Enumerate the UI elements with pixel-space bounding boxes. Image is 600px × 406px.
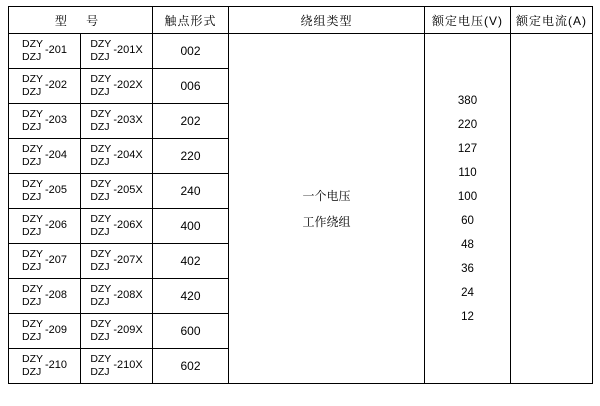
contact-type: 400: [153, 209, 229, 244]
voltage-value: 60: [461, 214, 474, 227]
model-prefix: [90, 318, 113, 344]
model-prefix-bottom: DZJ: [21, 86, 42, 98]
model-prefix: [22, 318, 45, 344]
model-cell-b: [81, 279, 153, 314]
model-prefix-top: DZY: [90, 248, 112, 260]
model-prefix-top: DZY: [21, 213, 43, 225]
model-prefix: [90, 248, 113, 274]
model-prefix-bottom: DZJ: [90, 156, 110, 168]
model-cell-a: [9, 139, 81, 174]
model-cell-a: [9, 69, 81, 104]
model-cell-a: [9, 349, 81, 384]
model-cell-b: [81, 314, 153, 349]
model-prefix-top: DZY: [90, 213, 112, 225]
header-voltage: 额定电压(V): [425, 7, 511, 34]
model-prefix: [90, 213, 113, 239]
model-prefix: [22, 38, 45, 64]
model-prefix: [90, 143, 113, 169]
model-cell-b: [81, 104, 153, 139]
model-prefix-bottom: DZJ: [90, 331, 110, 343]
contact-type: 240: [153, 174, 229, 209]
model-suffix: -209X: [113, 324, 143, 337]
model-suffix: -210: [44, 359, 68, 372]
model-prefix-top: DZY: [90, 353, 112, 365]
contact-type: 006: [153, 69, 229, 104]
contact-type: 002: [153, 34, 229, 69]
model-prefix-top: DZY: [90, 38, 112, 50]
specification-table: [8, 6, 593, 384]
model-prefix-bottom: DZJ: [21, 261, 42, 273]
model-cell-b: [81, 244, 153, 279]
model-prefix-bottom: DZJ: [21, 226, 42, 238]
model-prefix-bottom: DZJ: [90, 366, 110, 378]
model-prefix-bottom: DZJ: [90, 86, 110, 98]
model-prefix-bottom: DZJ: [21, 366, 42, 378]
model-prefix-bottom: DZJ: [90, 296, 110, 308]
model-suffix: -208X: [113, 289, 143, 302]
model-suffix: -203X: [113, 114, 143, 127]
contact-type: 600: [153, 314, 229, 349]
spec-sheet: [0, 6, 600, 406]
contact-type: 402: [153, 244, 229, 279]
model-prefix-top: DZY: [90, 73, 112, 85]
model-suffix: -209: [44, 324, 68, 337]
model-prefix: [22, 178, 45, 204]
model-suffix: -201X: [113, 44, 143, 57]
model-prefix: [90, 178, 113, 204]
model-prefix: [90, 283, 113, 309]
model-suffix: -205: [44, 184, 68, 197]
model-prefix: [90, 73, 113, 99]
model-prefix-bottom: DZJ: [21, 51, 42, 63]
header-contact: 触点形式: [153, 7, 229, 34]
model-cell-b: [81, 174, 153, 209]
voltage-value: 36: [461, 262, 474, 275]
header-winding: 绕组类型: [229, 7, 425, 34]
model-suffix: -202: [44, 79, 68, 92]
voltage-value: 12: [461, 310, 474, 323]
rated-current: [511, 34, 593, 384]
model-suffix: -204: [44, 149, 68, 162]
model-prefix-top: DZY: [90, 143, 112, 155]
model-cell-a: [9, 174, 81, 209]
model-prefix-top: DZY: [90, 318, 112, 330]
model-prefix-bottom: DZJ: [21, 191, 42, 203]
model-prefix: [22, 143, 45, 169]
model-suffix: -206X: [113, 219, 143, 232]
voltage-value: 110: [458, 166, 477, 179]
table-header-row: [9, 7, 593, 34]
model-suffix: -206: [44, 219, 68, 232]
header-model: 型 号: [9, 7, 153, 34]
model-prefix-top: DZY: [90, 108, 112, 120]
model-cell-a: [9, 34, 81, 69]
rated-voltage-list: [425, 34, 511, 384]
model-prefix-top: DZY: [90, 283, 112, 295]
voltage-value: 380: [457, 94, 478, 107]
model-suffix: -205X: [113, 184, 143, 197]
model-prefix-top: DZY: [21, 38, 43, 50]
model-prefix-top: DZY: [21, 178, 43, 190]
model-cell-a: [9, 244, 81, 279]
model-prefix: [90, 353, 113, 379]
model-cell-a: [9, 209, 81, 244]
model-cell-a: [9, 314, 81, 349]
model-prefix-bottom: DZJ: [21, 296, 42, 308]
model-prefix-top: DZY: [21, 73, 43, 85]
voltage-value: 220: [457, 118, 478, 131]
model-suffix: -204X: [113, 149, 143, 162]
model-suffix: -207: [44, 254, 68, 267]
model-prefix-bottom: DZJ: [90, 51, 110, 63]
voltage-value: 48: [461, 238, 474, 251]
model-prefix-bottom: DZJ: [90, 121, 110, 133]
model-prefix-top: DZY: [21, 108, 43, 120]
contact-type: 202: [153, 104, 229, 139]
header-current: 额定电流(A): [511, 7, 593, 34]
table-row: [9, 34, 593, 69]
model-prefix: [22, 108, 45, 134]
model-cell-b: [81, 209, 153, 244]
model-suffix: -201: [44, 44, 68, 57]
model-prefix: [22, 73, 45, 99]
contact-type: 420: [153, 279, 229, 314]
model-prefix-top: DZY: [21, 143, 43, 155]
model-prefix: [22, 353, 45, 379]
model-prefix: [90, 108, 113, 134]
model-prefix: [22, 248, 45, 274]
model-prefix-bottom: DZJ: [90, 261, 110, 273]
voltage-value: 24: [461, 286, 474, 299]
contact-type: 602: [153, 349, 229, 384]
winding-line-1: 一个电压: [302, 188, 351, 203]
model-prefix: [22, 283, 45, 309]
model-suffix: -208: [44, 289, 68, 302]
winding-type: [229, 34, 425, 384]
model-cell-b: [81, 34, 153, 69]
model-cell-a: [9, 104, 81, 139]
model-prefix-bottom: DZJ: [21, 156, 42, 168]
model-cell-a: [9, 279, 81, 314]
model-prefix: [22, 213, 45, 239]
model-prefix-top: DZY: [21, 318, 43, 330]
model-suffix: -203: [44, 114, 68, 127]
model-prefix-bottom: DZJ: [21, 121, 42, 133]
model-prefix-top: DZY: [21, 248, 43, 260]
model-prefix-bottom: DZJ: [90, 226, 110, 238]
model-prefix-top: DZY: [21, 283, 43, 295]
model-suffix: -202X: [113, 79, 143, 92]
model-cell-b: [81, 349, 153, 384]
voltage-value: 127: [457, 142, 478, 155]
model-prefix: [90, 38, 113, 64]
model-prefix-top: DZY: [90, 178, 112, 190]
model-cell-b: [81, 69, 153, 104]
model-prefix-bottom: DZJ: [90, 191, 110, 203]
model-prefix-bottom: DZJ: [21, 331, 42, 343]
model-prefix-top: DZY: [21, 353, 43, 365]
model-cell-b: [81, 139, 153, 174]
model-suffix: -207X: [113, 254, 143, 267]
winding-line-2: 工作绕组: [302, 214, 351, 229]
model-suffix: -210X: [113, 359, 143, 372]
contact-type: 220: [153, 139, 229, 174]
voltage-value: 100: [457, 190, 478, 203]
